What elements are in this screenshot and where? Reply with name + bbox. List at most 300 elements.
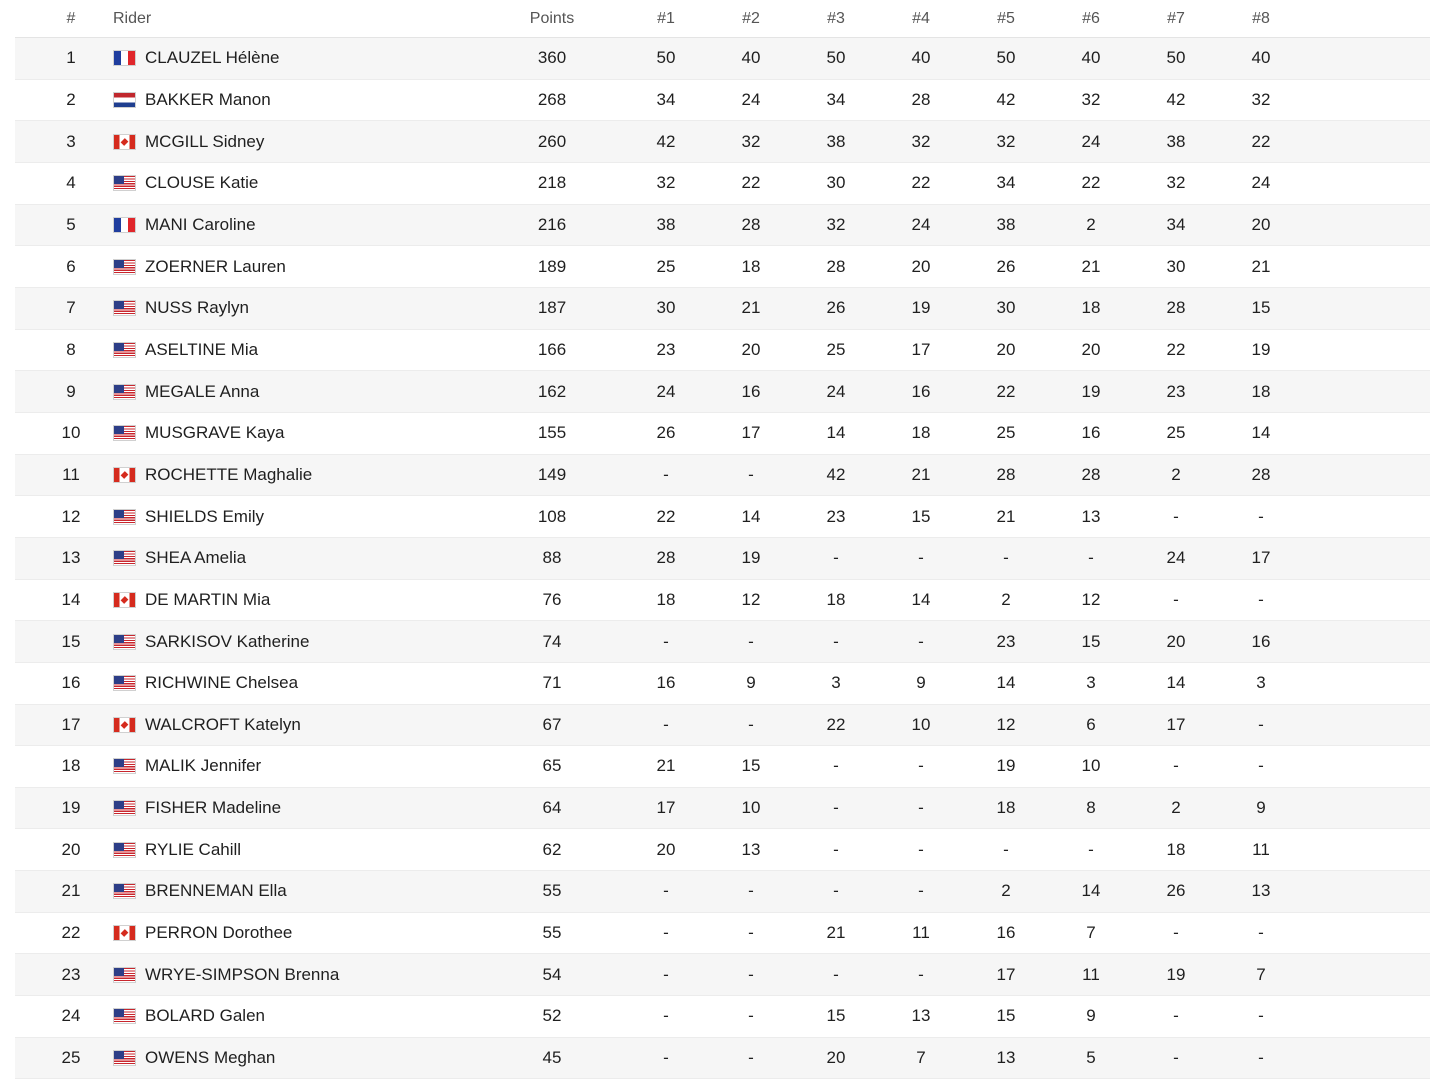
round-4-cell: 32 [911,131,931,151]
round-3-cell: - [833,548,839,568]
rank-cell: 5 [66,214,76,234]
flag-ca-icon [113,925,136,941]
round-7-cell: 20 [1166,631,1186,651]
rider-name[interactable]: RYLIE Cahill [145,839,242,859]
header-rank[interactable]: # [66,9,76,27]
rider-name[interactable]: MEGALE Anna [145,381,260,401]
round-8-cell: - [1258,506,1264,526]
round-3-cell: 18 [826,589,846,609]
round-4-cell: 10 [911,714,931,734]
header-rider[interactable]: Rider [113,9,152,27]
round-1-cell: 24 [656,381,676,401]
round-6-cell: 7 [1086,923,1096,943]
round-4-cell: - [918,631,924,651]
round-6-cell: 16 [1081,423,1101,443]
round-1-cell: - [663,631,669,651]
rider-cell [113,330,533,371]
rider-cell [113,205,533,246]
round-8-cell: 20 [1251,214,1271,234]
round-3-cell: 20 [826,1048,846,1068]
round-4-cell: - [918,839,924,859]
round-8-cell: 21 [1251,256,1271,276]
round-6-cell: 11 [1082,964,1100,984]
table-row[interactable] [15,871,1430,913]
flag-us-icon [113,509,136,525]
rank-cell: 10 [61,423,81,443]
standings-table [15,0,1430,1079]
round-6-cell: 3 [1086,673,1096,693]
flag-us-icon [113,675,136,691]
round-7-cell: 34 [1166,214,1186,234]
round-4-cell: 17 [911,339,931,359]
round-7-cell: - [1173,589,1179,609]
rider-cell [113,705,533,746]
round-5-cell: 18 [996,798,1016,818]
round-7-cell: - [1173,506,1179,526]
round-2-cell: 10 [741,798,761,818]
points-cell: 268 [537,89,567,109]
flag-us-icon [113,259,136,275]
round-5-cell: 30 [996,298,1016,318]
round-7-cell: 2 [1171,798,1181,818]
table-row[interactable] [15,538,1430,580]
table-row[interactable] [15,121,1430,163]
round-1-cell: - [663,464,669,484]
rank-cell: 22 [61,923,81,943]
points-cell: 76 [542,589,562,609]
points-cell: 74 [542,631,562,651]
rider-name[interactable]: SHIELDS Emily [145,506,265,526]
round-8-cell: 40 [1251,48,1271,68]
points-cell: 62 [542,839,562,859]
round-5-cell: 14 [996,673,1016,693]
round-6-cell: 15 [1081,631,1101,651]
round-8-cell: 19 [1251,339,1271,359]
round-8-cell: 14 [1251,423,1271,443]
round-7-cell: 42 [1166,89,1186,109]
round-1-cell: 18 [656,589,676,609]
round-5-cell: 34 [996,173,1016,193]
round-1-cell: 23 [656,339,676,359]
round-5-cell: 13 [996,1048,1016,1068]
rank-cell: 25 [61,1048,81,1068]
points-cell: 54 [542,964,562,984]
round-3-cell: 28 [826,256,846,276]
flag-fr-icon [113,50,136,66]
rider-name[interactable]: WALCROFT Katelyn [145,714,301,734]
round-6-cell: 12 [1081,589,1101,609]
rank-cell: 24 [61,1006,81,1026]
rank-cell: 2 [66,89,76,109]
round-3-cell: - [833,631,839,651]
points-cell: 155 [537,423,567,443]
rank-cell: 23 [61,964,81,984]
round-1-cell: - [663,923,669,943]
round-8-cell: 11 [1252,839,1270,859]
round-8-cell: - [1258,756,1264,776]
round-3-cell: 26 [826,298,846,318]
table-row[interactable] [15,705,1430,747]
table-row[interactable] [15,246,1430,288]
round-2-cell: 9 [746,673,756,693]
round-8-cell: - [1258,714,1264,734]
table-header [15,0,1430,38]
rank-cell: 13 [61,548,81,568]
rider-cell [113,413,533,454]
rider-name[interactable]: CLAUZEL Hélène [145,48,280,68]
round-4-cell: - [918,964,924,984]
rider-name[interactable]: OWENS Meghan [145,1048,276,1068]
rank-cell: 21 [61,881,81,901]
round-2-cell: - [748,1048,754,1068]
round-3-cell: - [833,964,839,984]
table-row[interactable] [15,746,1430,788]
rider-cell [113,746,533,787]
rider-cell [113,38,533,79]
round-3-cell: 25 [826,339,846,359]
rider-cell [113,455,533,496]
round-7-cell: 17 [1166,714,1186,734]
points-cell: 166 [537,339,567,359]
round-5-cell: 12 [996,714,1016,734]
round-3-cell: - [833,798,839,818]
round-7-cell: 26 [1166,881,1186,901]
rank-cell: 16 [61,673,81,693]
round-7-cell: 14 [1166,673,1186,693]
points-cell: 218 [537,173,567,193]
rider-cell [113,788,533,829]
round-3-cell: - [833,839,839,859]
table-row[interactable] [15,663,1430,705]
rider-cell [113,80,533,121]
round-1-cell: - [663,964,669,984]
round-3-cell: 32 [826,214,846,234]
round-8-cell: 18 [1251,381,1271,401]
round-7-cell: 22 [1166,339,1186,359]
table-row[interactable] [15,580,1430,622]
header-round-2[interactable]: #2 [742,9,760,27]
rider-cell [113,496,533,537]
rider-name[interactable]: PERRON Dorothee [145,923,293,943]
table-row[interactable] [15,371,1430,413]
round-2-cell: - [748,464,754,484]
table-row[interactable] [15,205,1430,247]
table-row[interactable] [15,1038,1430,1080]
round-5-cell: - [1003,839,1009,859]
rider-name[interactable]: CLOUSE Katie [145,173,259,193]
round-6-cell: 5 [1086,1048,1096,1068]
table-row[interactable] [15,954,1430,996]
rider-name[interactable]: BRENNEMAN Ella [145,881,287,901]
round-2-cell: - [748,923,754,943]
round-6-cell: 32 [1081,89,1101,109]
points-cell: 64 [542,798,562,818]
rider-cell [113,621,533,662]
round-6-cell: 19 [1081,381,1101,401]
table-row[interactable] [15,330,1430,372]
round-4-cell: 21 [911,464,931,484]
round-7-cell: 32 [1166,173,1186,193]
round-7-cell: - [1173,1006,1179,1026]
round-1-cell: 50 [656,48,676,68]
rank-cell: 19 [61,798,81,818]
rank-cell: 15 [61,631,81,651]
round-1-cell: 28 [656,548,676,568]
round-8-cell: - [1258,1006,1264,1026]
round-1-cell: 32 [656,173,676,193]
round-5-cell: 19 [996,756,1016,776]
header-round-5[interactable]: #5 [997,9,1015,27]
rider-name[interactable]: ZOERNER Lauren [145,256,286,276]
round-4-cell: 16 [911,381,931,401]
round-5-cell: 21 [996,506,1016,526]
rider-cell [113,913,533,954]
round-4-cell: 24 [911,214,931,234]
round-3-cell: 15 [826,1006,846,1026]
points-cell: 55 [542,923,562,943]
round-3-cell: 22 [826,714,846,734]
points-cell: 149 [537,464,567,484]
rider-cell [113,996,533,1037]
rider-name[interactable]: FISHER Madeline [145,798,282,818]
round-8-cell: - [1258,1048,1264,1068]
round-1-cell: - [663,881,669,901]
round-4-cell: 19 [911,298,931,318]
rank-cell: 7 [66,298,76,318]
round-4-cell: 7 [916,1048,926,1068]
rank-cell: 3 [66,131,76,151]
round-2-cell: 40 [741,48,761,68]
round-1-cell: 16 [656,673,676,693]
round-7-cell: 50 [1166,48,1186,68]
round-1-cell: 34 [656,89,676,109]
rider-cell [113,371,533,412]
round-1-cell: 38 [656,214,676,234]
rider-name[interactable]: SARKISOV Katherine [145,631,310,651]
flag-ca-icon [113,467,136,483]
round-5-cell: 42 [996,89,1016,109]
round-8-cell: 13 [1251,881,1271,901]
flag-us-icon [113,550,136,566]
round-4-cell: 11 [912,923,930,943]
flag-us-icon [113,634,136,650]
header-points[interactable]: Points [529,9,575,27]
rider-name[interactable]: MCGILL Sidney [145,131,265,151]
points-cell: 360 [537,48,567,68]
rider-cell [113,580,533,621]
table-row[interactable] [15,621,1430,663]
round-2-cell: 32 [741,131,761,151]
round-6-cell: 21 [1081,256,1101,276]
rank-cell: 12 [61,506,81,526]
flag-fr-icon [113,217,136,233]
rank-cell: 6 [66,256,76,276]
round-6-cell: 6 [1086,714,1096,734]
rider-name[interactable]: MANI Caroline [145,214,256,234]
header-round-8[interactable]: #8 [1252,9,1270,27]
points-cell: 67 [542,714,562,734]
round-4-cell: 18 [911,423,931,443]
table-row[interactable] [15,288,1430,330]
round-2-cell: 28 [741,214,761,234]
round-3-cell: - [833,881,839,901]
header-round-6[interactable]: #6 [1082,9,1100,27]
flag-us-icon [113,883,136,899]
points-cell: 260 [537,131,567,151]
round-1-cell: 26 [656,423,676,443]
rider-cell [113,538,533,579]
points-cell: 187 [537,298,567,318]
round-1-cell: 30 [656,298,676,318]
round-6-cell: 10 [1081,756,1101,776]
table-row[interactable] [15,413,1430,455]
points-cell: 55 [542,881,562,901]
flag-us-icon [113,1050,136,1066]
round-3-cell: 34 [826,89,846,109]
header-round-3[interactable]: #3 [827,9,845,27]
round-4-cell: - [918,548,924,568]
rider-name[interactable]: WRYE-SIMPSON Brenna [145,964,340,984]
round-6-cell: - [1088,839,1094,859]
round-8-cell: 17 [1251,548,1271,568]
rider-name[interactable]: ROCHETTE Maghalie [145,464,313,484]
rank-cell: 18 [61,756,81,776]
round-4-cell: - [918,798,924,818]
round-5-cell: 22 [996,381,1016,401]
rank-cell: 20 [61,839,81,859]
flag-ca-icon [113,134,136,150]
round-6-cell: 18 [1081,298,1101,318]
round-3-cell: 3 [831,673,841,693]
round-4-cell: - [918,881,924,901]
rider-name[interactable]: SHEA Amelia [145,548,247,568]
round-2-cell: - [748,631,754,651]
table-row[interactable] [15,80,1430,122]
table-row[interactable] [15,38,1430,80]
rank-cell: 1 [66,48,76,68]
round-5-cell: 28 [996,464,1016,484]
rider-cell [113,663,533,704]
round-7-cell: - [1173,756,1179,776]
rank-cell: 4 [66,173,76,193]
round-3-cell: 38 [826,131,846,151]
round-5-cell: 25 [996,423,1016,443]
table-row[interactable] [15,496,1430,538]
points-cell: 65 [542,756,562,776]
round-7-cell: 19 [1166,964,1186,984]
rider-name[interactable]: DE MARTIN Mia [145,589,271,609]
flag-us-icon [113,800,136,816]
round-3-cell: 14 [826,423,846,443]
rider-name[interactable]: MALIK Jennifer [145,756,262,776]
round-5-cell: 17 [996,964,1016,984]
round-4-cell: 20 [911,256,931,276]
round-1-cell: 22 [656,506,676,526]
header-round-1[interactable]: #1 [657,9,675,27]
table-row[interactable] [15,996,1430,1038]
round-7-cell: 28 [1166,298,1186,318]
round-4-cell: 15 [911,506,931,526]
flag-us-icon [113,342,136,358]
rider-cell [113,121,533,162]
round-8-cell: - [1258,589,1264,609]
flag-us-icon [113,300,136,316]
round-5-cell: 16 [996,923,1016,943]
round-5-cell: 2 [1001,881,1011,901]
round-2-cell: 15 [741,756,761,776]
rider-name[interactable]: BAKKER Manon [145,89,271,109]
round-2-cell: - [748,1006,754,1026]
table-row[interactable] [15,455,1430,497]
round-1-cell: - [663,714,669,734]
rider-cell [113,1038,533,1079]
rank-cell: 8 [66,339,76,359]
round-4-cell: 13 [911,1006,931,1026]
rider-name[interactable]: NUSS Raylyn [145,298,249,318]
table-row[interactable] [15,163,1430,205]
round-2-cell: - [748,714,754,734]
round-2-cell: - [748,964,754,984]
round-7-cell: 18 [1166,839,1186,859]
round-4-cell: 9 [916,673,926,693]
points-cell: 71 [542,673,562,693]
round-4-cell: 14 [911,589,931,609]
table-body [15,38,1430,1079]
rider-cell [113,163,533,204]
round-7-cell: 30 [1166,256,1186,276]
round-7-cell: 2 [1171,464,1181,484]
rider-name[interactable]: BOLARD Galen [145,1006,265,1026]
table-row[interactable] [15,913,1430,955]
round-8-cell: 24 [1251,173,1271,193]
round-2-cell: 22 [741,173,761,193]
points-cell: 108 [537,506,567,526]
table-row[interactable] [15,788,1430,830]
rank-cell: 14 [61,589,81,609]
rank-cell: 11 [62,464,80,484]
round-1-cell: - [663,1048,669,1068]
round-2-cell: 20 [741,339,761,359]
rider-name[interactable]: RICHWINE Chelsea [145,673,299,693]
header-round-4[interactable]: #4 [912,9,930,27]
table-row[interactable] [15,829,1430,871]
round-3-cell: 21 [826,923,846,943]
round-8-cell: 15 [1251,298,1271,318]
round-7-cell: - [1173,923,1179,943]
round-6-cell: 22 [1081,173,1101,193]
round-6-cell: 2 [1086,214,1096,234]
header-round-7[interactable]: #7 [1167,9,1185,27]
round-1-cell: 20 [656,839,676,859]
round-2-cell: 19 [741,548,761,568]
round-1-cell: 21 [656,756,676,776]
round-8-cell: - [1258,923,1264,943]
points-cell: 52 [542,1006,562,1026]
rider-name[interactable]: ASELTINE Mia [145,339,259,359]
round-2-cell: 16 [741,381,761,401]
points-cell: 162 [537,381,567,401]
round-6-cell: 20 [1081,339,1101,359]
round-1-cell: 17 [656,798,676,818]
flag-us-icon [113,425,136,441]
rider-name[interactable]: MUSGRAVE Kaya [145,423,285,443]
round-3-cell: 30 [826,173,846,193]
round-8-cell: 7 [1256,964,1266,984]
round-8-cell: 22 [1251,131,1271,151]
flag-us-icon [113,758,136,774]
round-6-cell: 40 [1081,48,1101,68]
round-4-cell: 40 [911,48,931,68]
